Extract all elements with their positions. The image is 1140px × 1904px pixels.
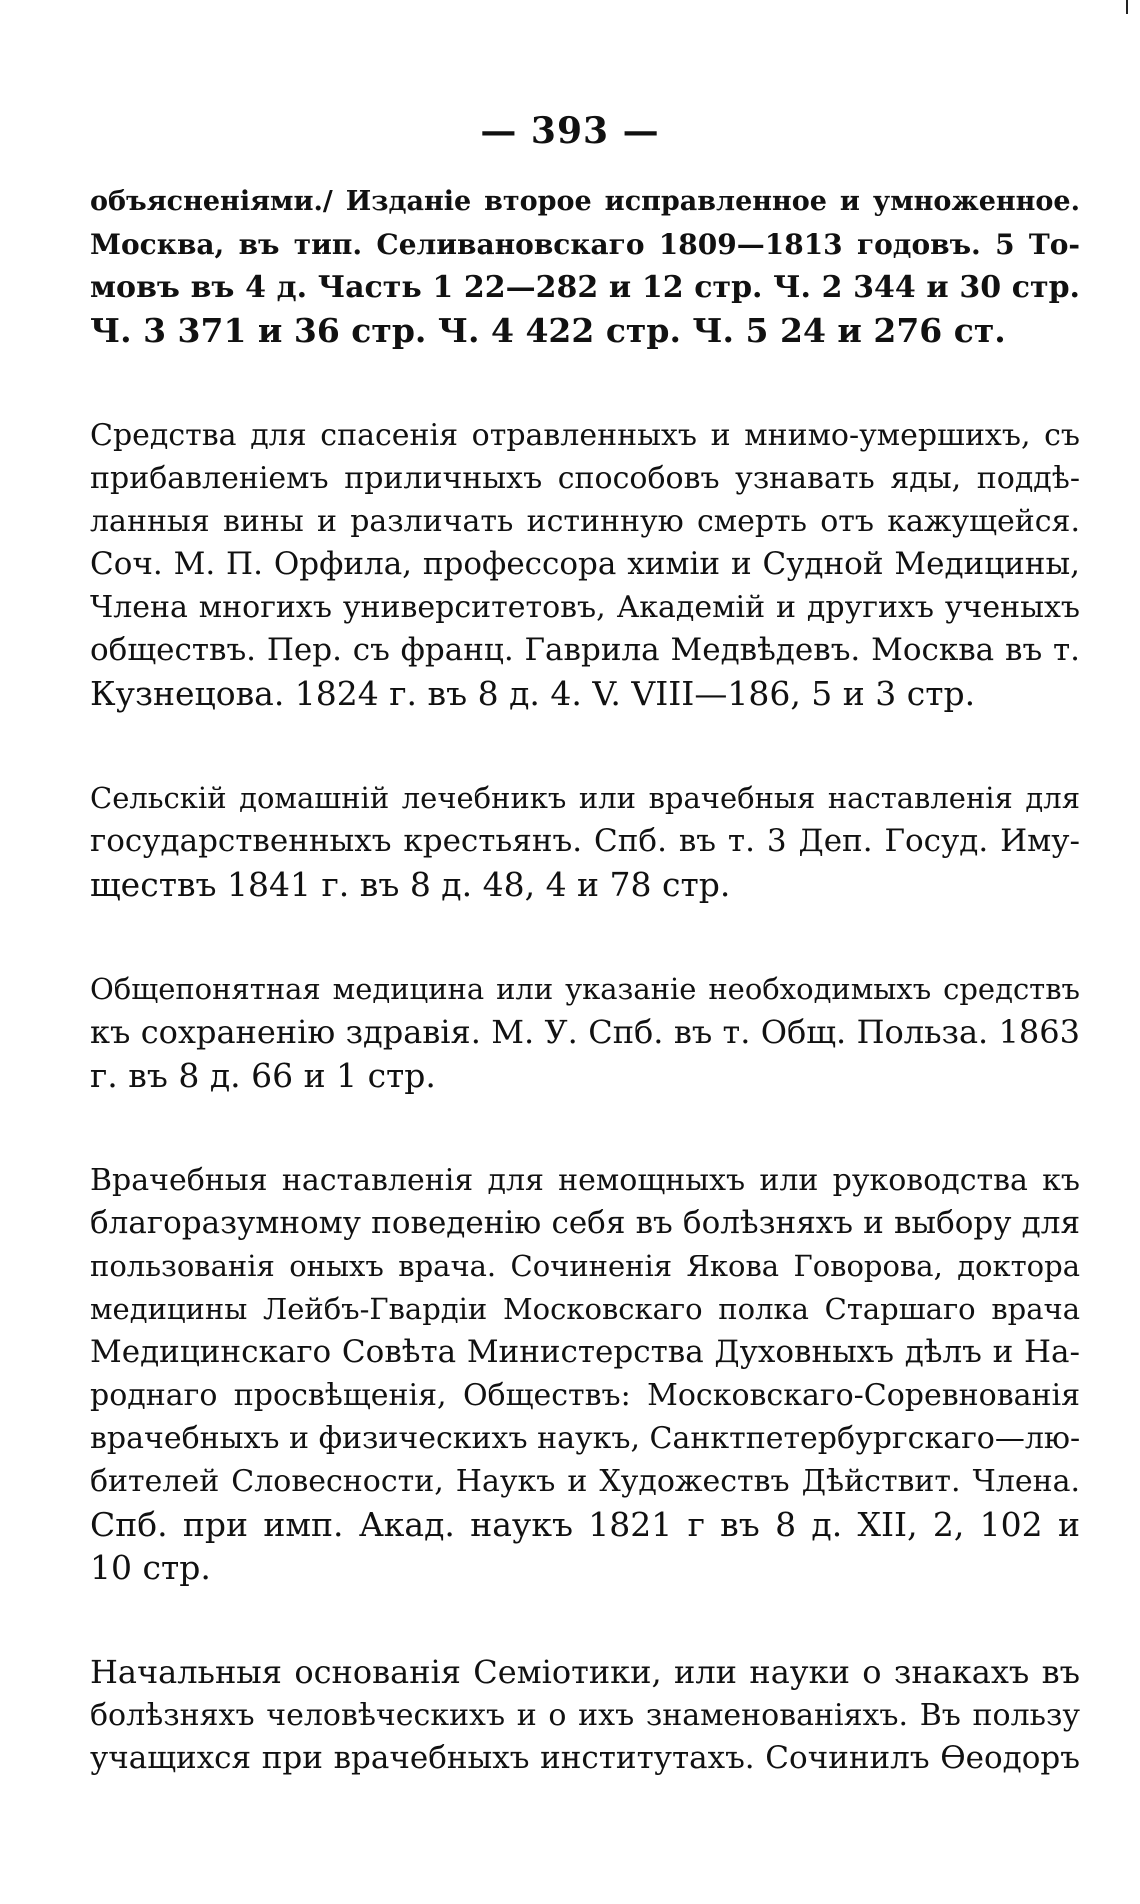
- entry-line: медицины Лейбъ-Гвардіи Московскаго полка Старшаго врача: [90, 1292, 1080, 1326]
- entry-line: Ч. 3 371 и 36 стр. Ч. 4 422 стр. Ч. 5 24 и 276 ст.: [90, 311, 1006, 350]
- entry-line: прибавленіемъ приличныхъ способовъ узнавать яды, поддѣ-: [90, 461, 1080, 496]
- entry-line: Члена многихъ университетовъ, Академій и другихъ ученыхъ: [90, 590, 1080, 625]
- bibliography-entry: [90, 1651, 1080, 1780]
- page-number: — 393 —: [480, 110, 660, 152]
- page-edge-mark: [1126, 0, 1128, 14]
- entry-line: болѣзняхъ человѣческихъ и о ихъ знаменованіяхъ. Въ пользу: [90, 1698, 1080, 1733]
- entry-line: Начальныя основанія Семіотики, или науки о знакахъ въ: [90, 1653, 1080, 1691]
- entry-line: объясненіями./ Изданіе второе исправленное и умноженное.: [90, 186, 1080, 217]
- entry-line: бителей Словесности, Наукъ и Художествъ Дѣйствит. Члена.: [90, 1464, 1080, 1499]
- entry-line: Средства для спасенія отравленныхъ и мнимо-умершихъ, съ: [90, 418, 1080, 453]
- entry-line: Москва, въ тип. Селивановскаго 1809—1813 годовъ. 5 То-: [90, 228, 1080, 261]
- entry-line: благоразумному поведенію себя въ болѣзняхъ и выбору для: [90, 1205, 1080, 1241]
- entry-line: Спб. при имп. Акад. наукъ 1821 г въ 8 д. XII, 2, 102 и: [90, 1505, 1080, 1544]
- entry-line: къ сохраненію здравія. М. У. Спб. въ т. Общ. Польза. 1863: [90, 1013, 1080, 1051]
- entry-line: обществъ. Пер. съ франц. Гаврила Медвѣдевъ. Москва въ т.: [90, 632, 1080, 668]
- bibliography-entry: [90, 414, 1080, 715]
- entry-line: ществъ 1841 г. въ 8 д. 48, 4 и 78 стр.: [90, 865, 731, 904]
- entry-line: г. въ 8 д. 66 и 1 стр.: [90, 1056, 436, 1095]
- entry-line: Медицинскаго Совѣта Министерства Духовныхъ дѣлъ и На-: [90, 1334, 1080, 1370]
- bibliography-entry: [90, 777, 1080, 906]
- entry-line: пользованія оныхъ врача. Сочиненія Якова Говорова, доктора: [90, 1249, 1080, 1283]
- entry-line: Сельскій домашній лечебникъ или врачебныя наставленія для: [90, 781, 1080, 815]
- bibliography-entry: [90, 968, 1080, 1097]
- bibliography-entry: [90, 180, 1080, 352]
- entry-line: мовъ въ 4 д. Часть 1 22—282 и 12 стр. Ч. 2 344 и 30 стр.: [90, 270, 1080, 305]
- bibliography-entry: [90, 1159, 1080, 1589]
- entry-line: Врачебныя наставленія для немощныхъ или руководства къ: [90, 1163, 1080, 1198]
- entry-line: учащихся при врачебныхъ институтахъ. Сочинилъ Ѳеодоръ: [90, 1740, 1080, 1776]
- entry-line: государственныхъ крестьянъ. Спб. въ т. 3 Деп. Госуд. Иму-: [90, 823, 1080, 859]
- entry-line: Соч. М. П. Орфила, профессора химіи и Судной Медицины,: [90, 546, 1080, 582]
- entry-line: роднаго просвѣщенія, Обществъ: Московскаго-Соревнованія: [90, 1378, 1080, 1413]
- entry-line: Общепонятная медицина или указаніе необходимыхъ средствъ: [90, 972, 1080, 1006]
- entry-line: 10 стр.: [90, 1548, 211, 1587]
- entry-line: Кузнецова. 1824 г. въ 8 д. 4. V. VIII—186, 5 и 3 стр.: [90, 674, 976, 713]
- bibliography-entries: [90, 180, 1080, 1780]
- entry-line: ланныя вины и различать истинную смерть отъ кажущейся.: [90, 504, 1080, 539]
- entry-line: врачебныхъ и физическихъ наукъ, Санктпетербургскаго—лю-: [90, 1421, 1081, 1456]
